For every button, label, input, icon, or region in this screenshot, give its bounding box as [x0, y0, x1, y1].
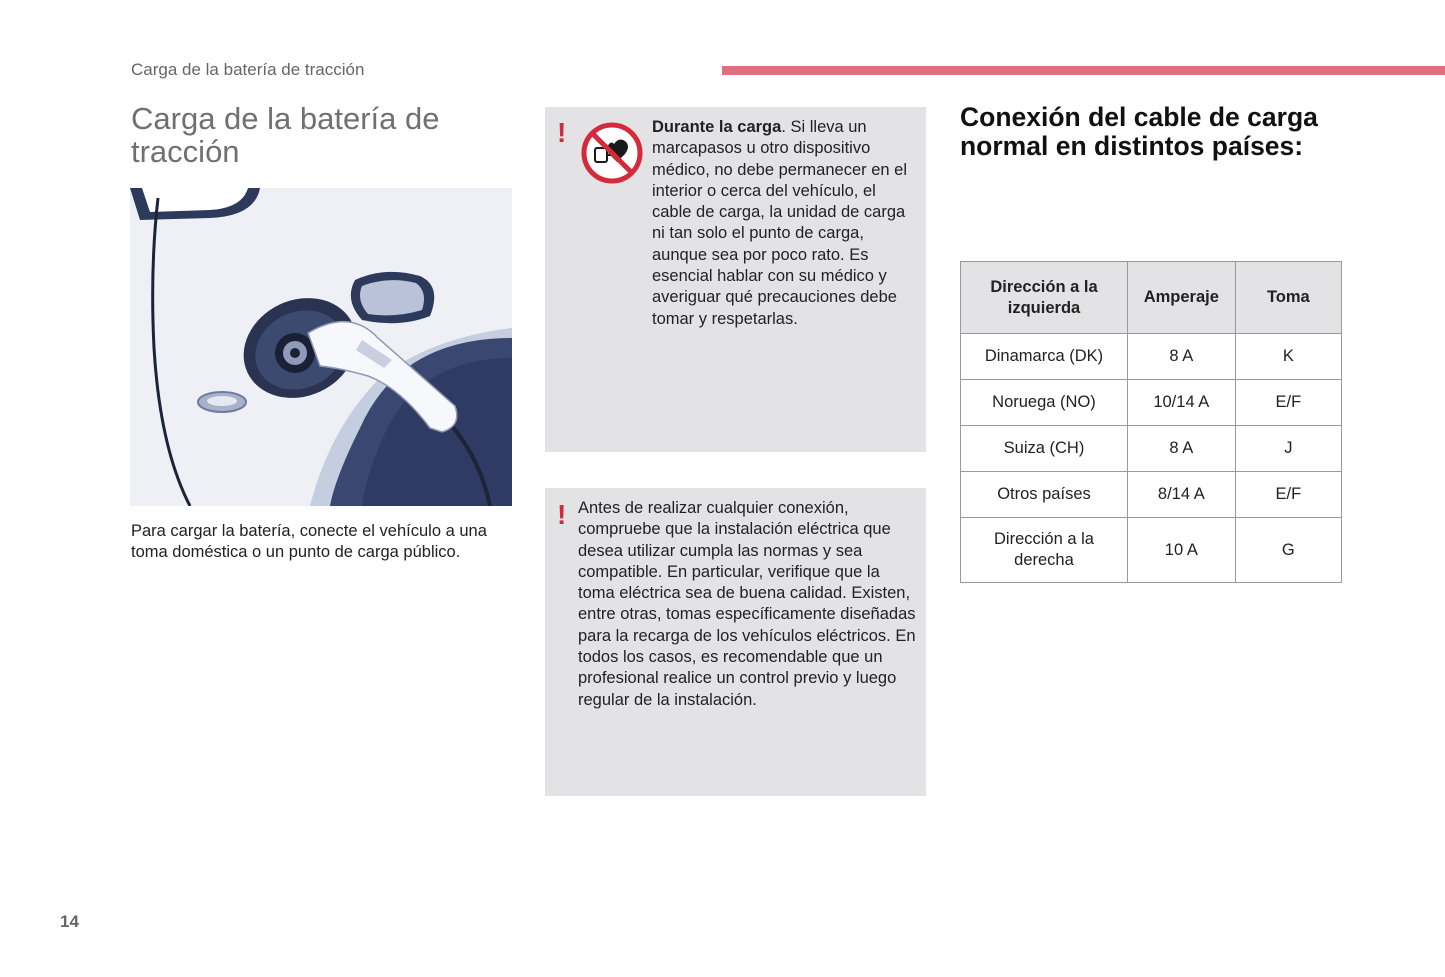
warning-bold-lead: Durante la carga [652, 118, 782, 136]
page-title: Carga de la batería de tracción [131, 101, 440, 169]
table-row [961, 334, 1342, 380]
table-cell: Otros países [961, 472, 1128, 518]
illustration-caption: Para cargar la batería, conecte el vehículo a una toma doméstica o un punto de carga público. [131, 522, 487, 562]
pacemaker-warning-box [545, 107, 926, 452]
table-row [961, 426, 1342, 472]
warning-body: . Si lleva un marcapasos u otro dispositivo médico, no debe permanecer en el interior o cerca del vehículo, el cable de carga, la unidad de carga ni tan solo el punto de carga, aunque sea por poco rato. Es esencial hablar con su médico y averiguar qué precauciones debe tomar y respetarlas. [652, 118, 907, 328]
running-header: Carga de la batería de tracción [131, 60, 365, 79]
table-cell: 8 A [1127, 334, 1235, 380]
column-header: Amperaje [1127, 262, 1235, 334]
no-pacemaker-icon [581, 122, 643, 184]
section-title: Conexión del cable de carga normal en distintos países: [960, 102, 1318, 161]
installation-warning-text: Antes de realizar cualquier conexión, compruebe que la instalación eléctrica que desea utilizar cumpla las normas y sea compatible. En particular, verifique que la toma eléctrica sea de buena calidad. Existen, entre otras, tomas específicamente diseñadas para la recarga de los vehículos eléctricos. En todos los casos, es recomendable que un profesional realice un control previo y luego regular de la instalación. [578, 499, 916, 709]
plug-types-table [960, 261, 1342, 583]
table-cell: G [1235, 518, 1341, 583]
exclamation-icon: ! [557, 499, 567, 530]
header-accent-bar [722, 66, 1445, 75]
page-number: 14 [60, 912, 79, 931]
exclamation-icon: ! [557, 117, 567, 148]
table-cell: Dinamarca (DK) [961, 334, 1128, 380]
table-cell: 8 A [1127, 426, 1235, 472]
pacemaker-warning-text [652, 117, 918, 330]
table-cell: E/F [1235, 472, 1341, 518]
column-header: Dirección a la izquierda [961, 262, 1128, 334]
table-cell: 10/14 A [1127, 380, 1235, 426]
table-row [961, 472, 1342, 518]
table-header-row [961, 262, 1342, 334]
table-cell: E/F [1235, 380, 1341, 426]
table-row [961, 380, 1342, 426]
table-cell: 8/14 A [1127, 472, 1235, 518]
table-cell: K [1235, 334, 1341, 380]
table-cell: Dirección a la derecha [961, 518, 1128, 583]
table-row [961, 518, 1342, 583]
car-charging-port-illustration [130, 188, 512, 506]
table-cell: Noruega (NO) [961, 380, 1128, 426]
column-header: Toma [1235, 262, 1341, 334]
table-cell: J [1235, 426, 1341, 472]
installation-warning-box [545, 488, 926, 796]
table-cell: 10 A [1127, 518, 1235, 583]
table-cell: Suiza (CH) [961, 426, 1128, 472]
